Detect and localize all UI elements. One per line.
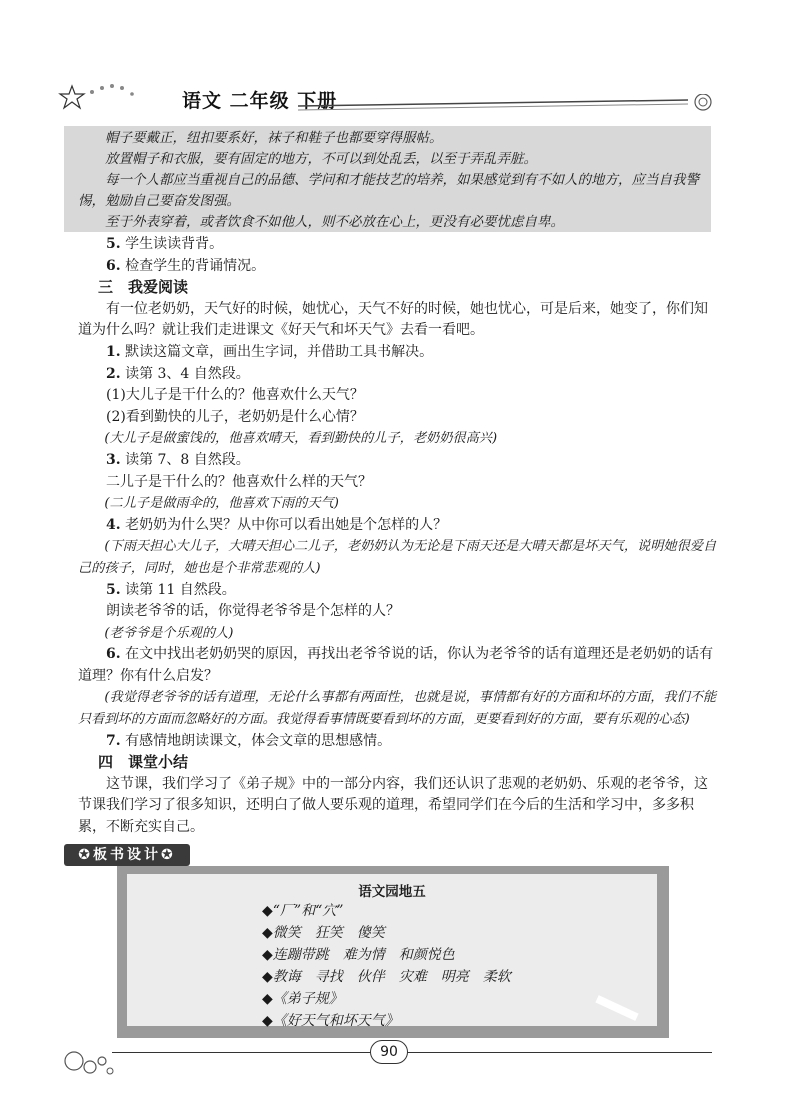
section-heading-3: 三 我爱阅读: [98, 278, 189, 297]
translation-line: 每一个人都应当重视自己的品德、学问和才能技艺的培养，如果感觉到有不如人的地方，应当自我警惕，勉励自己要奋发图强。: [78, 172, 699, 209]
translation-line: 帽子要戴正，纽扣要系好，袜子和鞋子也都要穿得服帖。: [105, 130, 443, 146]
summary-paragraph: 这节课，我们学习了《弟子规》中的一部分内容，我们还认识了悲观的老奶奶、乐观的老爷爷，这节课我们学习了很多知识，还明白了做人要乐观的道理，希望同学们在今后的生活和学习中，多多积累，不断充实自己。: [78, 775, 708, 836]
list-item: 1. 默读这篇文章，画出生字词，并借助工具书解决。: [106, 343, 434, 360]
board-item: ◆“厂”和“穴”: [262, 903, 344, 919]
list-item: 6. 在文中找出老奶奶哭的原因，再找出老爷爷说的话，你认为老爷爷的话有道理还是老奶奶的话有道理？你有什么启发？: [78, 646, 714, 684]
board-item: ◆《弟子规》: [262, 991, 343, 1007]
sub-question: (2)看到勤快的儿子，老奶奶是什么心情？: [106, 408, 364, 425]
board-item: ◆微笑 狂笑 傻笑: [262, 925, 385, 941]
header-rule: [298, 94, 718, 114]
stars-icon: [58, 80, 148, 116]
list-item: 2. 读第 3、4 自然段。: [106, 365, 250, 382]
list-item: 5. 学生读读背背。: [106, 236, 224, 252]
list-item: 4. 老奶奶为什么哭？从中你可以看出她是个怎样的人？: [106, 516, 448, 533]
chalk-icon: [595, 995, 638, 1021]
main-content: [78, 234, 718, 839]
board-design-banner: ✪板书设计✪: [64, 844, 190, 866]
translation-line: 至于外表穿着，或者饮食不如他人，则不必放在心上，更没有必要忧虑自卑。: [105, 214, 564, 230]
dizigui-translation-box: [64, 126, 711, 232]
board-item: ◆连蹦带跳 难为情 和颜悦色: [262, 947, 455, 963]
sub-question: 朗读老爷爷的话，你觉得老爷爷是个怎样的人？: [106, 603, 400, 620]
answer: (大儿子是做蜜饯的，他喜欢晴天，看到勤快的儿子，老奶奶很高兴): [104, 431, 498, 447]
list-item: 5. 读第 11 自然段。: [106, 581, 236, 598]
sub-question: 二儿子是干什么的？他喜欢什么样的天气？: [106, 473, 372, 490]
page-header: [58, 80, 718, 120]
translation-line: 放置帽子和衣服，要有固定的地方，不可以到处乱丢，以至于弄乱弄脏。: [105, 151, 537, 167]
sub-question: (1)大儿子是干什么的？他喜欢什么天气？: [106, 387, 364, 404]
list-item: 6. 检查学生的背诵情况。: [106, 257, 266, 274]
answer: (老爷爷是个乐观的人): [104, 625, 234, 641]
list-item: 7. 有感情地朗读课文，体会文章的思想感情。: [106, 732, 392, 749]
blackboard-frame: [117, 866, 669, 1038]
answer: (我觉得老爷爷的话有道理，无论什么事都有两面性，也就是说，事情都有好的方面和坏的方面，我们不能只看到坏的方面而忽略好的方面。我觉得看事情既要看到坏的方面，更要看到好的方面，要有乐观的心态): [78, 690, 717, 728]
board-title: 语文园地五: [358, 884, 426, 900]
decorative-circles-icon: [64, 1045, 124, 1085]
section-heading-4: 四 课堂小结: [98, 753, 189, 772]
answer: (下雨天担心大儿子，大晴天担心二儿子，老奶奶认为无论是下雨天还是大晴天都是坏天气，说明她很爱自己的孩子，同时，她也是个非常悲观的人): [78, 539, 717, 576]
footer-rule: [112, 1052, 712, 1053]
blackboard: [127, 874, 657, 1029]
intro-paragraph: 有一位老奶奶，天气好的时候，她忧心，天气不好的时候，她也忧心，可是后来，她变了，你们知道为什么吗？就让我们走进课文《好天气和坏天气》去看一看吧。: [78, 300, 708, 339]
book-title: 语文 二年级 下册: [182, 90, 338, 112]
board-items: [262, 900, 511, 1032]
answer: (二儿子是做雨伞的，他喜欢下雨的天气): [104, 496, 339, 512]
board-item: ◆《好天气和坏天气》: [262, 1013, 399, 1029]
page-number: 90: [370, 1040, 408, 1064]
board-item: ◆教诲 寻找 伙伴 灾难 明亮 柔软: [262, 969, 511, 985]
list-item: 3. 读第 7、8 自然段。: [106, 451, 250, 468]
